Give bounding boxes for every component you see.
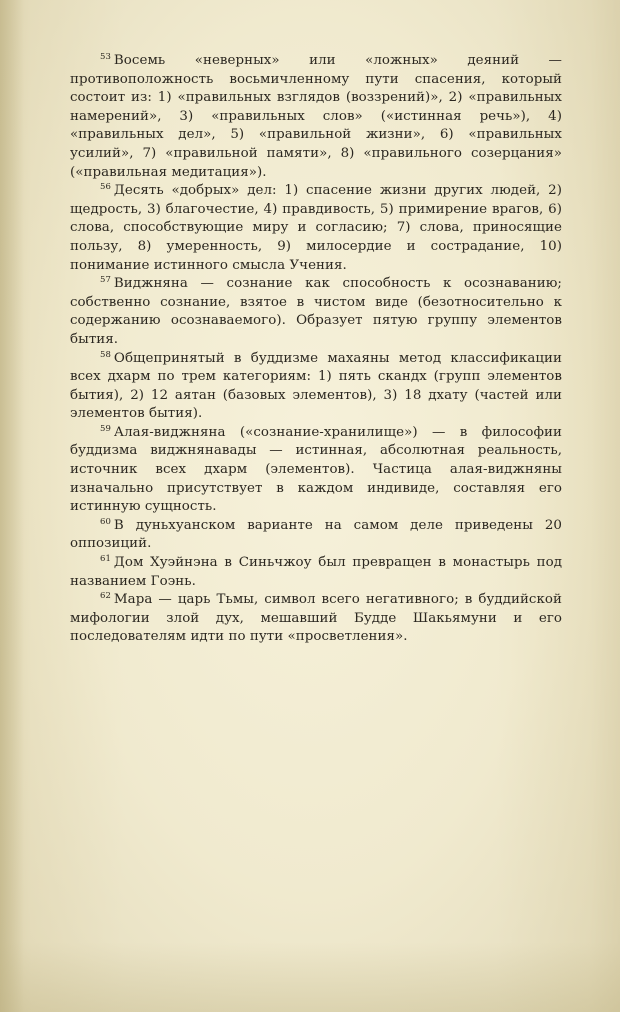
endnote-text: Виджняна — сознание как способность к осознаванию; собственно сознание, взятое в чистом виде (безотносительно к содержанию осознаваемого). Образует пятую группу элементов бытия. <box>70 276 562 347</box>
endnote-53 <box>70 52 562 182</box>
endnote-58 <box>70 350 562 424</box>
endnote-number: 56 <box>100 182 111 193</box>
endnote-text: Дом Хуэйнэна в Синьчжоу был превращен в монастырь под названием Гоэнь. <box>70 555 562 589</box>
endnote-57 <box>70 275 562 349</box>
endnotes-block <box>70 52 562 647</box>
endnote-number: 62 <box>100 591 111 602</box>
endnote-text: В дуньхуанском варианте на самом деле приведены 20 оппозиций. <box>70 517 562 552</box>
endnote-number: 61 <box>100 554 111 565</box>
endnote-59 <box>70 424 562 517</box>
endnote-text: Восемь «неверных» или «ложных» деяний — противоположность восьмичленному пути спасения, который состоит из: 1) «правильных взглядов (воззрений)», 2) «правильных намерений», 3) «правильных слов» («истинная речь»), 4) «правильных дел», 5) «правильной жизни», 6) «правильных усилий», 7) «правильной памяти», 8) «правильного созерцания» («правильная медитация»). <box>70 53 562 180</box>
endnote-number: 53 <box>100 52 111 62</box>
endnote-text: Мара — царь Тьмы, символ всего негативного; в буддийской мифологии злой дух, мешавший Будде Шакьямуни и его последователям идти по пути «просветления». <box>70 592 562 645</box>
endnote-text: Десять «добрых» дел: 1) спасение жизни других людей, 2) щедрость, 3) благочестие, 4) правдивость, 5) примирение врагов, 6) слова, способствующие миру и согласию; 7) слова, приносящие пользу, 8) умеренность, 9) милосердие и сострадание, 10) понимание истинного смысла Учения. <box>70 183 562 273</box>
endnote-number: 58 <box>100 349 111 360</box>
endnote-61 <box>70 554 562 591</box>
endnote-60 <box>70 517 562 554</box>
endnote-56 <box>70 182 562 275</box>
endnote-text: Общепринятый в буддизме махаяны метод классификации всех дхарм по трем категориям: 1) пять скандх (групп элементов бытия), 2) 12 аятан (базовых элементов), 3) 18 дхату (частей или элементов бытия). <box>70 350 562 422</box>
endnote-62 <box>70 591 562 647</box>
endnote-text: Алая-виджняна («сознание-хранилище») — в философии буддизма виджнянавады — истинная, абсолютная реальность, источник всех дхарм (элементов). Частица алая-виджняны изначально присутствует в каждом индивиде, составляя его истинную сущность. <box>70 424 562 515</box>
endnote-number: 57 <box>100 275 111 286</box>
endnote-number: 59 <box>100 423 111 434</box>
endnote-number: 60 <box>100 516 111 527</box>
